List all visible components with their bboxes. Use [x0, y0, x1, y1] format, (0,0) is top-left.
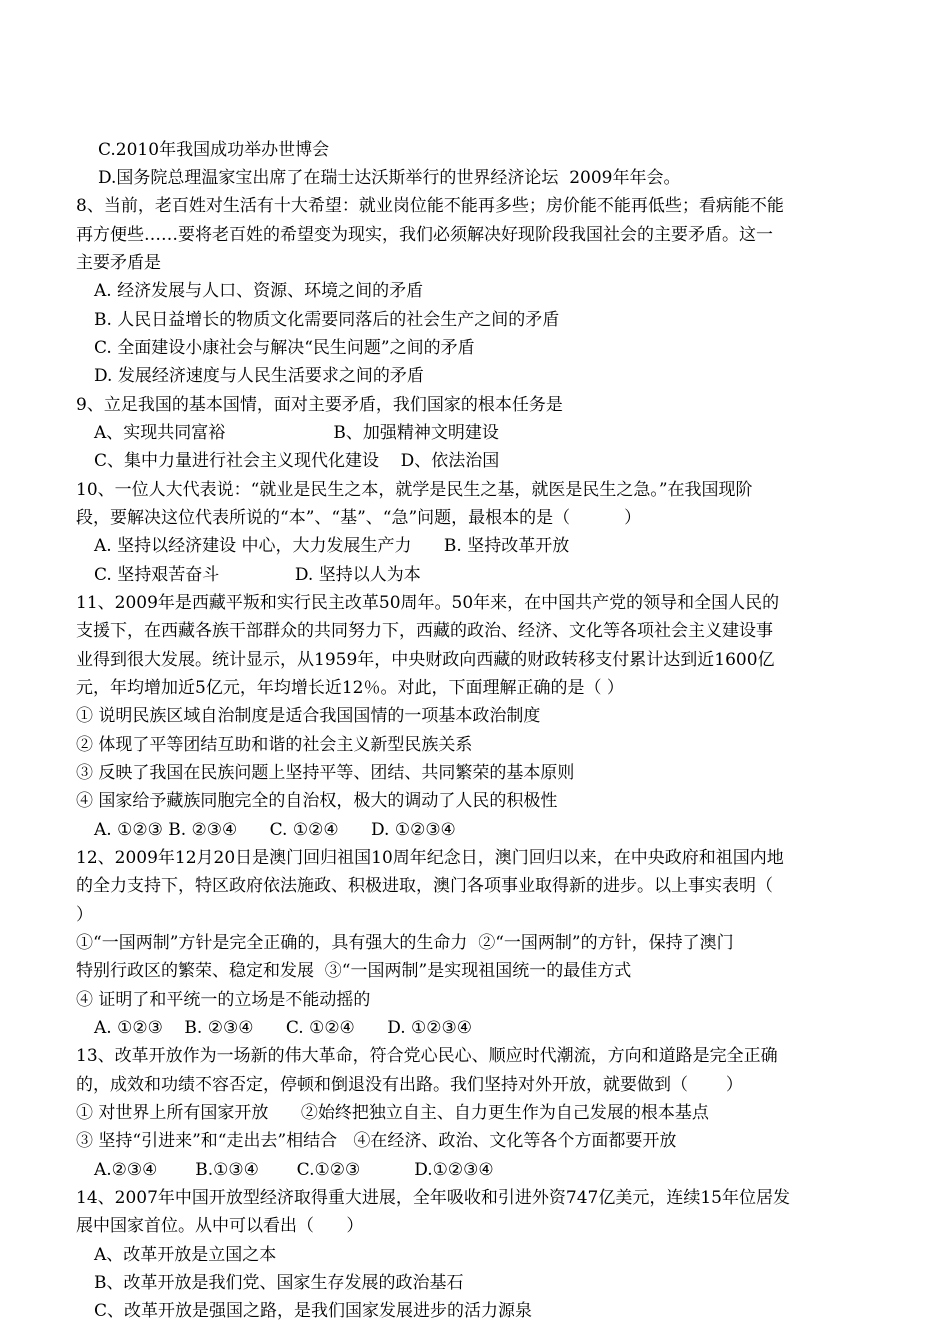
q9-text: 9、立足我国的基本国情，面对主要矛盾，我们国家的根本任务是	[76, 395, 563, 415]
q14-option-a: A、改革开放是立国之本	[94, 1245, 277, 1265]
q14-text-line-2: 展中国家首位。从中可以看出（ ）	[76, 1216, 364, 1236]
text-line-1: C.2010年我国成功举办世博会	[98, 140, 330, 160]
q12-statement-1-2: ①“一国两制”方针是完全正确的，具有强大的生命力 ②“一国两制”的方针，保持了澳门	[76, 933, 734, 953]
q9-options-ab: A、实现共同富裕 B、加强精神文明建设	[94, 423, 499, 443]
q11-text-line-2: 支援下，在西藏各族干部群众的共同努力下，西藏的政治、经济、文化等各项社会主义建设事	[76, 621, 773, 641]
q9-options-cd: C、集中力量进行社会主义现代化建设 D、依法治国	[94, 451, 500, 471]
q8-option-b: B. 人民日益增长的物质文化需要同落后的社会生产之间的矛盾	[94, 310, 560, 330]
q14-option-c: C、改革开放是强国之路，是我们国家发展进步的活力源泉	[94, 1301, 533, 1321]
q12-statement-2-3: 特别行政区的繁荣、稳定和发展 ③“一国两制”是实现祖国统一的最佳方式	[76, 961, 632, 981]
q8-option-d: D. 发展经济速度与人民生活要求之间的矛盾	[94, 366, 424, 386]
q11-text-line-3: 业得到很大发展。统计显示，从1959年，中央财政向西藏的财政转移支付累计达到近1600亿	[76, 650, 775, 670]
q8-option-a: A. 经济发展与人口、资源、环境之间的矛盾	[94, 281, 424, 301]
q13-statement-3-4: ③ 坚持“引进来”和“走出去”相结合 ④在经济、政治、文化等各个方面都要开放	[76, 1131, 677, 1151]
q8-text-line-1: 8、当前，老百姓对生活有十大希望：就业岗位能不能再多些；房价能不能再低些；看病能不能	[76, 196, 784, 216]
q13-options: A.②③④ B.①③④ C.①②③ D.①②③④	[94, 1160, 494, 1180]
q13-statement-1-2: ① 对世界上所有国家开放 ②始终把独立自主、自力更生作为自己发展的根本基点	[76, 1103, 709, 1123]
q11-statement-2: ② 体现了平等团结互助和谐的社会主义新型民族关系	[76, 735, 473, 755]
q12-text-line-3: ）	[76, 905, 93, 925]
q8-option-c: C. 全面建设小康社会与解决“民生问题”之间的矛盾	[94, 338, 475, 358]
q11-statement-1: ① 说明民族区域自治制度是适合我国国情的一项基本政治制度	[76, 706, 541, 726]
q14-option-b: B、改革开放是我们党、国家生存发展的政治基石	[94, 1273, 464, 1293]
q11-options: A. ①②③ B. ②③④ C. ①②④ D. ①②③④	[94, 820, 456, 840]
q10-options-ab: A. 坚持以经济建设 中心，大力发展生产力 B. 坚持改革开放	[94, 536, 570, 556]
q13-text-line-1: 13、改革开放作为一场新的伟大革命，符合党心民心、顺应时代潮流，方向和道路是完全正确	[76, 1046, 778, 1066]
q12-text-line-1: 12、2009年12月20日是澳门回归祖国10周年纪念日，澳门回归以来，在中央政府和祖国内地	[76, 848, 784, 868]
q10-options-cd: C. 坚持艰苦奋斗 D. 坚持以人为本	[94, 565, 421, 585]
q8-text-line-2: 再方便些……要将老百姓的希望变为现实，我们必须解决好现阶段我国社会的主要矛盾。这一	[76, 225, 773, 245]
q11-text-line-4: 元，年均增加近5亿元，年均增长近12％。对此，下面理解正确的是（ ）	[76, 678, 624, 698]
q11-text-line-1: 11、2009年是西藏平叛和实行民主改革50周年。50年来，在中国共产党的领导和全国人民的	[76, 593, 780, 613]
q10-text-line-1: 10、一位人大代表说：“就业是民生之本，就学是民生之基，就医是民生之急。”在我国现阶	[76, 480, 753, 500]
q14-text-line-1: 14、2007年中国开放型经济取得重大进展，全年吸收和引进外资747亿美元，连续15年位居发	[76, 1188, 790, 1208]
q11-statement-3: ③ 反映了我国在民族问题上坚持平等、团结、共同繁荣的基本原则	[76, 763, 575, 783]
q12-statement-4: ④ 证明了和平统一的立场是不能动摇的	[76, 990, 371, 1010]
q8-text-line-3: 主要矛盾是	[76, 253, 161, 273]
text-line-2: D.国务院总理温家宝出席了在瑞士达沃斯举行的世界经济论坛 2009年年会。	[98, 168, 681, 188]
q10-text-line-2: 段，要解决这位代表所说的“本”、“基”、“急”问题，最根本的是（ ）	[76, 508, 642, 528]
q11-statement-4: ④ 国家给予藏族同胞完全的自治权，极大的调动了人民的积极性	[76, 791, 558, 811]
q13-text-line-2: 的，成效和功绩不容否定，停顿和倒退没有出路。我们坚持对外开放，就要做到（ ）	[76, 1075, 743, 1095]
q12-options: A. ①②③ B. ②③④ C. ①②④ D. ①②③④	[94, 1018, 473, 1038]
q12-text-line-2: 的全力支持下，特区政府依法施政、积极进取，澳门各项事业取得新的进步。以上事实表明（	[76, 876, 773, 896]
